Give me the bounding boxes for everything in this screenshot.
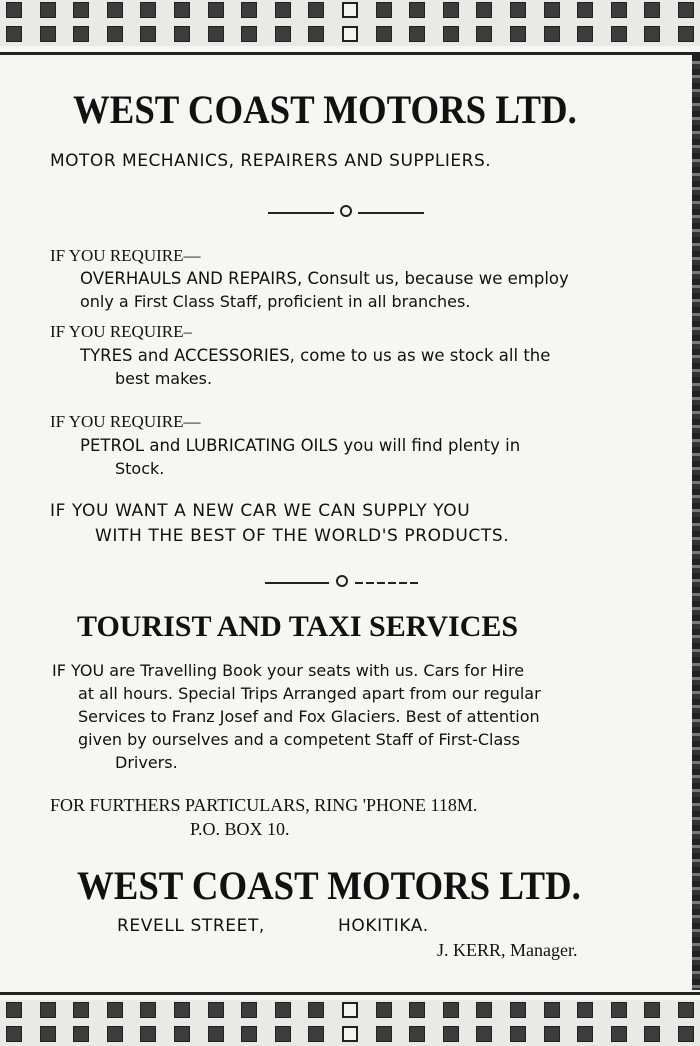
tourist-line: given by ourselves and a competent Staff of First-Class bbox=[78, 730, 520, 749]
decorative-border-bottom bbox=[0, 1000, 700, 1046]
tyres-text-cont: best makes. bbox=[115, 369, 213, 388]
border-square bbox=[476, 26, 492, 42]
border-square bbox=[577, 2, 593, 18]
decorative-border-top bbox=[0, 0, 700, 46]
right-edge-border bbox=[692, 55, 700, 990]
bottom-rule bbox=[0, 992, 700, 995]
petrol-text-cont: Stock. bbox=[115, 459, 165, 478]
border-square bbox=[107, 26, 123, 42]
border-square bbox=[342, 2, 358, 18]
border-square bbox=[73, 1002, 89, 1018]
border-square bbox=[208, 1026, 224, 1042]
border-square bbox=[73, 26, 89, 42]
top-rule bbox=[0, 52, 700, 55]
border-square bbox=[308, 1002, 324, 1018]
border-square bbox=[342, 1002, 358, 1018]
border-square bbox=[644, 1026, 660, 1042]
border-square bbox=[107, 2, 123, 18]
border-square bbox=[73, 1026, 89, 1042]
border-square bbox=[510, 2, 526, 18]
border-square bbox=[6, 2, 22, 18]
overhauls-text-cont: only a First Class Staff, proficient in all branches. bbox=[80, 292, 471, 311]
border-square bbox=[342, 1026, 358, 1042]
border-row bbox=[0, 1026, 700, 1044]
border-square bbox=[241, 1002, 257, 1018]
ornament-divider bbox=[268, 204, 424, 220]
border-square bbox=[678, 1026, 694, 1042]
border-row bbox=[0, 26, 700, 44]
border-square bbox=[476, 2, 492, 18]
border-square bbox=[107, 1026, 123, 1042]
border-square bbox=[308, 2, 324, 18]
border-square bbox=[40, 2, 56, 18]
border-square bbox=[376, 2, 392, 18]
border-square bbox=[510, 1026, 526, 1042]
border-square bbox=[376, 1002, 392, 1018]
border-square bbox=[40, 1026, 56, 1042]
border-square bbox=[73, 2, 89, 18]
border-square bbox=[6, 1026, 22, 1042]
border-square bbox=[611, 1026, 627, 1042]
border-square bbox=[544, 26, 560, 42]
border-square bbox=[409, 1002, 425, 1018]
border-square bbox=[409, 2, 425, 18]
overhauls-text: OVERHAULS AND REPAIRS, Consult us, because we employ bbox=[80, 269, 569, 288]
border-square bbox=[510, 1002, 526, 1018]
new-car-line-cont: WITH THE BEST OF THE WORLD'S PRODUCTS. bbox=[95, 526, 510, 546]
border-square bbox=[644, 1002, 660, 1018]
border-square bbox=[40, 26, 56, 42]
border-square bbox=[644, 26, 660, 42]
manager-signature: J. KERR, Manager. bbox=[437, 940, 578, 960]
require-intro: IF YOU REQUIRE— bbox=[50, 246, 201, 265]
border-square bbox=[241, 26, 257, 42]
border-square bbox=[678, 1002, 694, 1018]
border-square bbox=[342, 26, 358, 42]
tourist-line: Services to Franz Josef and Fox Glaciers. Best of attention bbox=[78, 707, 540, 726]
border-square bbox=[376, 26, 392, 42]
border-square bbox=[376, 1026, 392, 1042]
require-intro: IF YOU REQUIRE– bbox=[50, 322, 192, 341]
border-square bbox=[174, 1002, 190, 1018]
border-row bbox=[0, 2, 700, 20]
border-square bbox=[241, 1026, 257, 1042]
town: HOKITIKA. bbox=[338, 916, 429, 936]
border-square bbox=[409, 26, 425, 42]
border-square bbox=[544, 1026, 560, 1042]
tyres-text: TYRES and ACCESSORIES, come to us as we stock all the bbox=[80, 346, 551, 365]
border-square bbox=[107, 1002, 123, 1018]
border-square bbox=[678, 2, 694, 18]
border-square bbox=[544, 1002, 560, 1018]
border-square bbox=[241, 2, 257, 18]
border-square bbox=[409, 1026, 425, 1042]
border-square bbox=[611, 2, 627, 18]
contact-box: P.O. BOX 10. bbox=[190, 819, 290, 839]
border-square bbox=[544, 2, 560, 18]
border-square bbox=[577, 1002, 593, 1018]
border-square bbox=[174, 1026, 190, 1042]
street-address: REVELL STREET, bbox=[117, 916, 265, 936]
petrol-text: PETROL and LUBRICATING OILS you will find plenty in bbox=[80, 436, 521, 455]
border-square bbox=[275, 2, 291, 18]
border-square bbox=[308, 26, 324, 42]
border-square bbox=[208, 1002, 224, 1018]
border-square bbox=[611, 26, 627, 42]
require-intro: IF YOU REQUIRE— bbox=[50, 412, 201, 431]
border-square bbox=[6, 26, 22, 42]
border-square bbox=[611, 1002, 627, 1018]
border-square bbox=[140, 2, 156, 18]
border-square bbox=[443, 2, 459, 18]
border-square bbox=[476, 1026, 492, 1042]
tourist-line: IF YOU are Travelling Book your seats with us. Cars for Hire bbox=[52, 661, 525, 680]
company-footer-heading: WEST COAST MOTORS LTD. bbox=[77, 863, 581, 908]
border-square bbox=[443, 26, 459, 42]
border-square bbox=[476, 1002, 492, 1018]
company-heading: WEST COAST MOTORS LTD. bbox=[73, 87, 577, 132]
border-square bbox=[577, 1026, 593, 1042]
border-square bbox=[140, 26, 156, 42]
border-square bbox=[174, 26, 190, 42]
border-square bbox=[208, 26, 224, 42]
tagline: MOTOR MECHANICS, REPAIRERS AND SUPPLIERS. bbox=[50, 151, 492, 171]
border-square bbox=[6, 1002, 22, 1018]
border-square bbox=[208, 2, 224, 18]
border-square bbox=[275, 26, 291, 42]
ornament-divider bbox=[265, 574, 419, 590]
tourist-heading: TOURIST AND TAXI SERVICES bbox=[77, 610, 519, 643]
border-square bbox=[443, 1026, 459, 1042]
border-row bbox=[0, 1002, 700, 1020]
border-square bbox=[308, 1026, 324, 1042]
border-square bbox=[40, 1002, 56, 1018]
contact-phone: FOR FURTHERS PARTICULARS, RING 'PHONE 118M. bbox=[50, 795, 478, 815]
border-square bbox=[644, 2, 660, 18]
border-square bbox=[577, 26, 593, 42]
border-square bbox=[140, 1026, 156, 1042]
tourist-line: Drivers. bbox=[115, 753, 178, 772]
new-car-line: IF YOU WANT A NEW CAR WE CAN SUPPLY YOU bbox=[50, 501, 471, 521]
border-square bbox=[275, 1026, 291, 1042]
border-square bbox=[140, 1002, 156, 1018]
border-square bbox=[510, 26, 526, 42]
border-square bbox=[443, 1002, 459, 1018]
border-square bbox=[275, 1002, 291, 1018]
tourist-line: at all hours. Special Trips Arranged apart from our regular bbox=[78, 684, 541, 703]
border-square bbox=[174, 2, 190, 18]
border-square bbox=[678, 26, 694, 42]
